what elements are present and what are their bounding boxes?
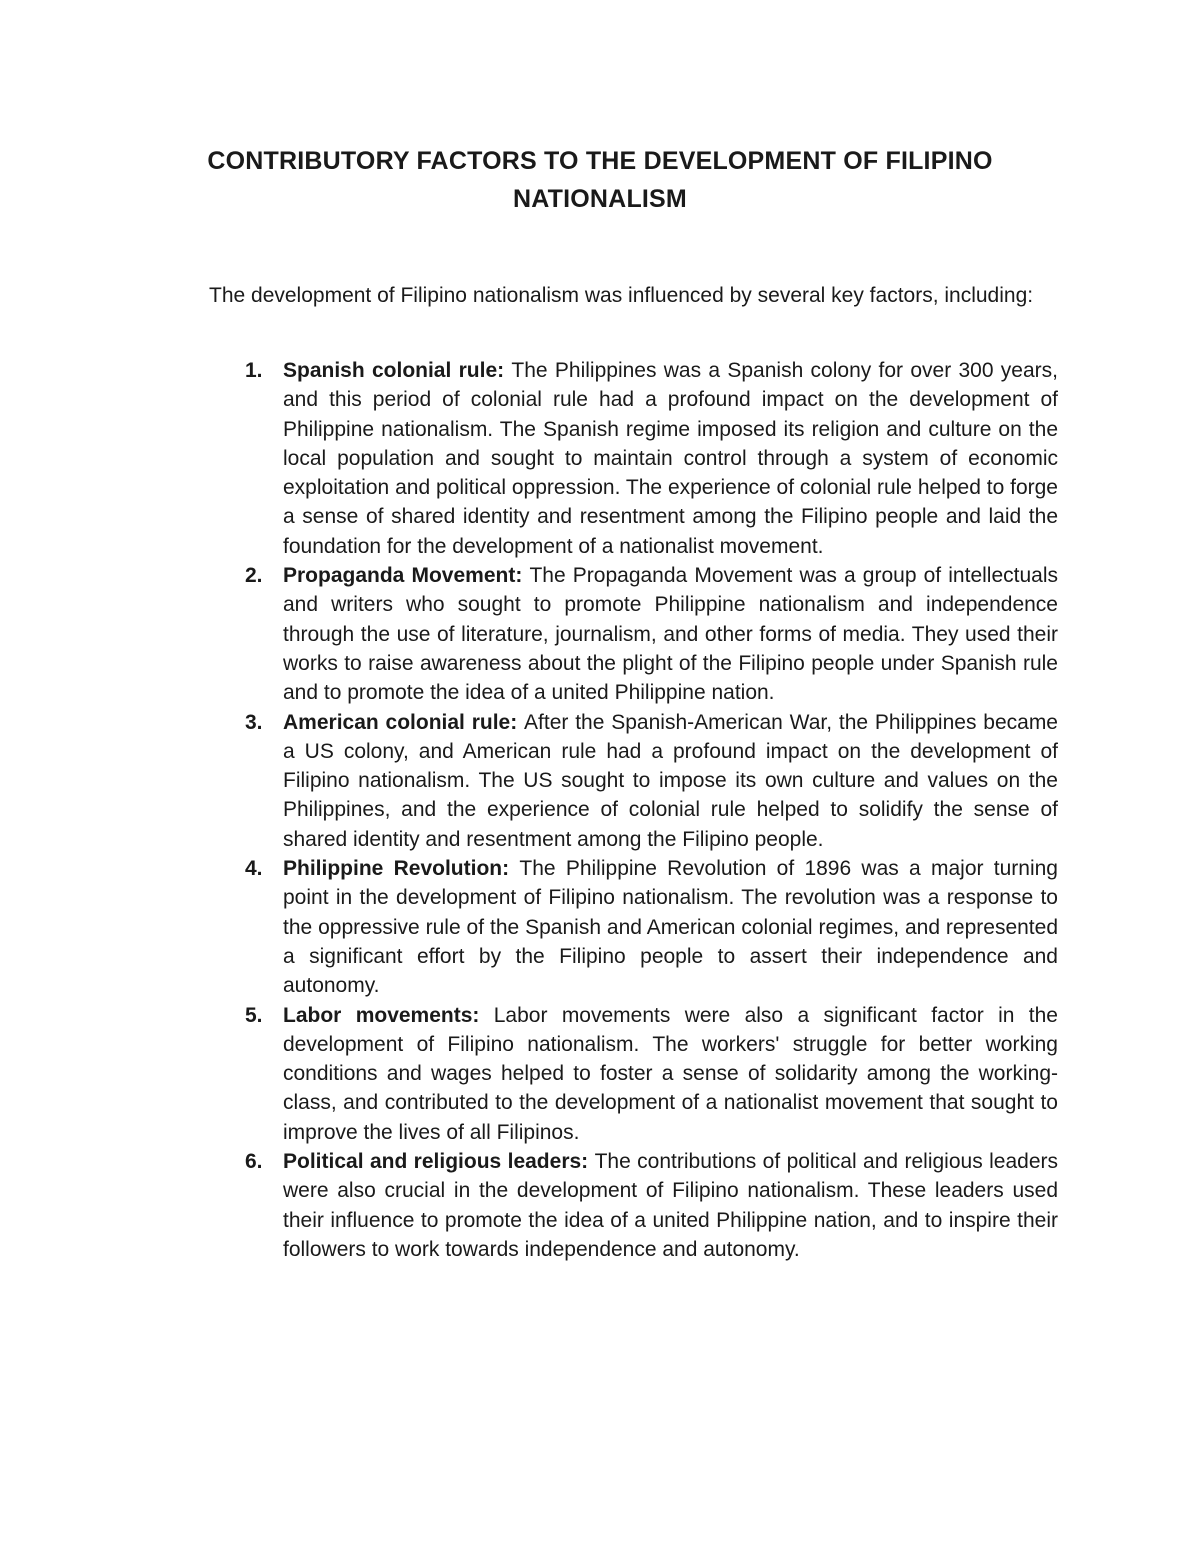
list-item [245, 1001, 1058, 1147]
list-item-term: Spanish colonial rule: [283, 359, 512, 382]
title-line-1: CONTRIBUTORY FACTORS TO THE DEVELOPMENT OF FILIPINO [207, 147, 993, 175]
list-item [245, 561, 1058, 707]
list-item-term: Labor movements: [283, 1003, 494, 1027]
list-item-text: The contributions of political and religious leaders were also crucial in the development of Filipino nationalism. These leaders used their influence to promote the idea of a united Philippine nation, and to inspire their followers to work towards independence and autonomy. [283, 1150, 1058, 1261]
list-item-term: Propaganda Movement: [283, 564, 530, 588]
list-item [245, 854, 1058, 1000]
list-item-number: 6. [245, 1150, 263, 1174]
list-item-text: After the Spanish-American War, the Philippines became a US colony, and American rule had a profound impact on the development of Filipino nationalism. The US sought to impose its own culture and values on the Philippines, and the experience of colonial rule helped to solidify the sense of shared identity and resentment among the Filipino people. [283, 710, 1058, 851]
page-title [140, 142, 1060, 218]
list-item-term: Philippine Revolution: [283, 857, 520, 881]
list-item-number: 4. [245, 857, 263, 881]
intro-paragraph: The development of Filipino nationalism was influenced by several key factors, including: [209, 284, 1034, 307]
list-item [245, 1147, 1058, 1264]
list-item-text: The Philippines was a Spanish colony for over 300 years, and this period of colonial rule had a profound impact on the development of Philippine nationalism. The Spanish regime imposed its religion and culture on the local population and sought to maintain control through a system of economic exploitation and political oppression. The experience of colonial rule helped to forge a sense of shared identity and resentment among the Filipino people and laid the foundation for the development of a nationalist movement. [283, 359, 1058, 558]
list-item-text: The Propaganda Movement was a group of intellectuals and writers who sought to promote Philippine nationalism and independence through the use of literature, journalism, and other forms of media. They used their works to raise awareness about the plight of the Filipino people under Spanish rule and to promote the idea of a united Philippine nation. [283, 564, 1058, 705]
list-item-number: 5. [245, 1003, 263, 1027]
list-item-text: Labor movements were also a significant factor in the development of Filipino nationalism. The workers' struggle for better working conditions and wages helped to foster a sense of solidarity among the working-class, and contributed to the development of a nationalist movement that sought to improve the lives of all Filipinos. [283, 1003, 1058, 1144]
list-item-number: 2. [245, 564, 263, 588]
list-item [245, 356, 1058, 561]
list-item-number: 1. [245, 359, 263, 382]
title-line-2: NATIONALISM [513, 185, 687, 213]
list-item-term: Political and religious leaders: [283, 1150, 595, 1174]
list-item-text: The Philippine Revolution of 1896 was a major turning point in the development of Filipino nationalism. The revolution was a response to the oppressive rule of the Spanish and American colonial regimes, and represented a significant effort by the Filipino people to assert their independence and autonomy. [283, 857, 1058, 998]
list-item-term: American colonial rule: [283, 710, 525, 734]
list-item-number: 3. [245, 710, 263, 734]
factors-list [245, 356, 1058, 1264]
list-item [245, 708, 1058, 854]
